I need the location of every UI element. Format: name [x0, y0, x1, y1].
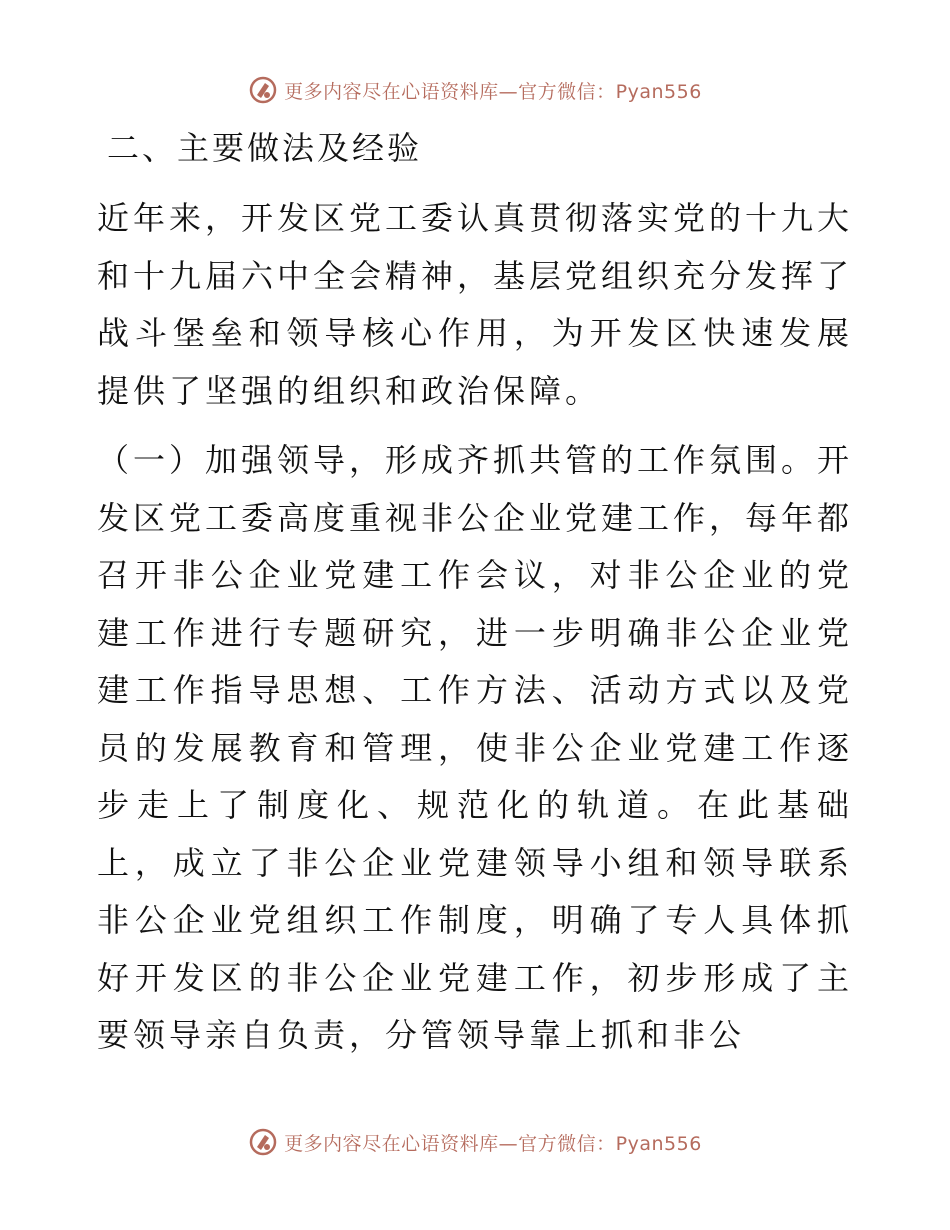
header-watermark-banner [0, 70, 950, 110]
text-line: 发区党工委高度重视非公企业党建工作，每年都召 [97, 498, 854, 594]
text-line: （一）加强领导，形成齐抓共管的工作氛围。开 [97, 441, 854, 479]
paragraph-strengthen-leadership [97, 432, 853, 1065]
section-title: 二、主要做法及经验 [107, 129, 423, 167]
text-line: 和十九届六中全会精神，基层党组织充分发挥了战 [97, 256, 854, 352]
text-line: 范化的轨道。在此基础上，成立了非公企业党建领 [97, 786, 853, 882]
text-line: 形成了主要领导亲自负责，分管领导靠上抓和非公 [97, 958, 853, 1054]
seal-logo-icon [248, 75, 278, 105]
footer-banner-text: 更多内容尽在心语资料库—官方微信：Pyan556 [284, 1132, 702, 1155]
seal-logo-icon [248, 1127, 278, 1157]
text-line: 导小组和领导联系非公企业党组织工作制度，明确 [97, 843, 853, 939]
text-line: 进行专题研究，进一步明确非公企业党建工作指导 [97, 613, 853, 709]
text-line: 坚强的组织和政治保障。 [205, 371, 602, 410]
text-line: 斗堡垒和领导核心作用，为开发区快速发展提供了 [97, 314, 853, 410]
document-body [97, 124, 853, 1077]
header-banner-text: 更多内容尽在心语资料库—官方微信：Pyan556 [284, 80, 702, 103]
footer-watermark-banner [0, 1122, 950, 1162]
text-line: 思想、工作方法、活动方式以及党员的发展教育和 [97, 671, 853, 767]
text-line: 开非公企业党建工作会议，对非公企业的党建工作 [97, 556, 853, 652]
text-line: 了专人具体抓好开发区的非公企业党建工作，初步 [97, 901, 853, 997]
text-line: 近年来，开发区党工委认真贯彻落实党的十九大 [97, 199, 854, 237]
paragraph-intro [97, 190, 853, 420]
text-line: 管理，使非公企业党建工作逐步走上了制度化、规 [97, 728, 853, 824]
